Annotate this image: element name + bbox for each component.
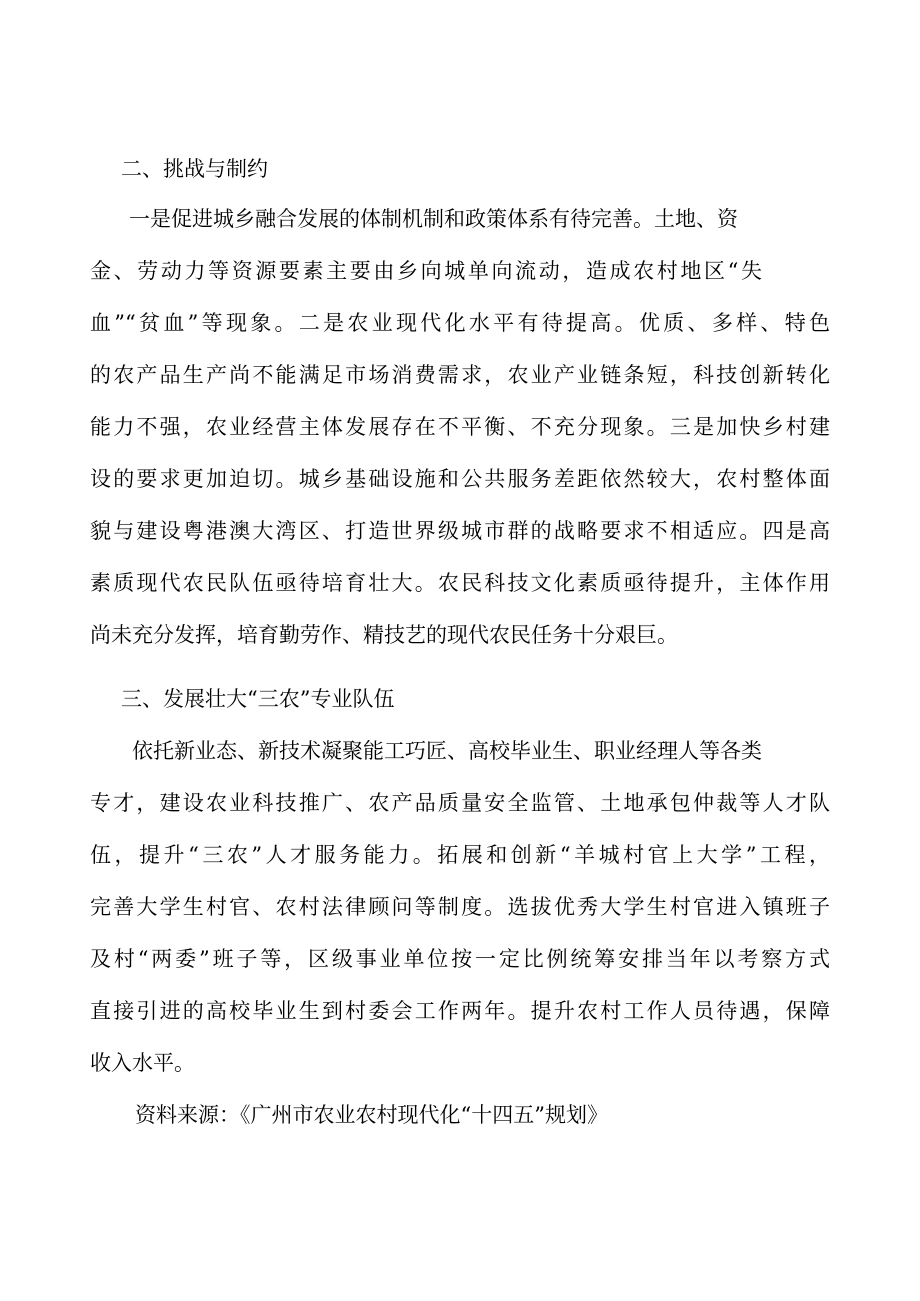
- paragraph-line: 尚未充分发挥，培育勤劳作、精技艺的现代农民任务十分艰巨。: [90, 623, 678, 647]
- paragraph-line: 血”“贫血”等现象。二是农业现代化水平有待提高。优质、多样、特色: [90, 311, 830, 335]
- paragraph-line: 专才，建设农业科技推广、农产品质量安全监管、土地承包仲裁等人才队: [90, 791, 830, 815]
- paragraph-line: 素质现代农民队伍亟待培育壮大。农民科技文化素质亟待提升，主体作用: [90, 571, 830, 595]
- paragraph-line: 能力不强，农业经营主体发展存在不平衡、不充分现象。三是加快乡村建: [90, 415, 830, 439]
- paragraph-line: 收入水平。: [90, 1051, 195, 1075]
- paragraph-line: 直接引进的高校毕业生到村委会工作两年。提升农村工作人员待遇，保障: [90, 999, 830, 1023]
- paragraph-line: 及村“两委”班子等，区级事业单位按一定比例统筹安排当年以考察方式: [90, 947, 830, 971]
- paragraph-line: 伍，提升“三农”人才服务能力。拓展和创新“羊城村官上大学”工程，: [90, 843, 830, 867]
- paragraph-line: 的农产品生产尚不能满足市场消费需求，农业产业链条短，科技创新转化: [90, 363, 830, 387]
- paragraph-line: 完善大学生村官、农村法律顾问等制度。选拔优秀大学生村官进入镇班子: [90, 895, 830, 919]
- paragraph-line: 依托新业态、新技术凝聚能工巧匠、高校毕业生、职业经理人等各类: [132, 739, 762, 763]
- section-heading-team: 三、发展壮大“三农”专业队伍: [121, 687, 395, 711]
- paragraph-line: 金、劳动力等资源要素主要由乡向城单向流动，造成农村地区“失: [90, 259, 762, 283]
- paragraph-line: 一是促进城乡融合发展的体制机制和政策体系有待完善。土地、资: [129, 207, 738, 231]
- paragraph-line: 设的要求更加迫切。城乡基础设施和公共服务差距依然较大，农村整体面: [90, 467, 830, 491]
- section-heading-challenges: 二、挑战与制约: [121, 157, 268, 181]
- source-citation: 资料来源：《广州市农业农村现代化“十四五”规划》: [135, 1103, 608, 1127]
- paragraph-line: 貌与建设粤港澳大湾区、打造世界级城市群的战略要求不相适应。四是高: [90, 519, 830, 543]
